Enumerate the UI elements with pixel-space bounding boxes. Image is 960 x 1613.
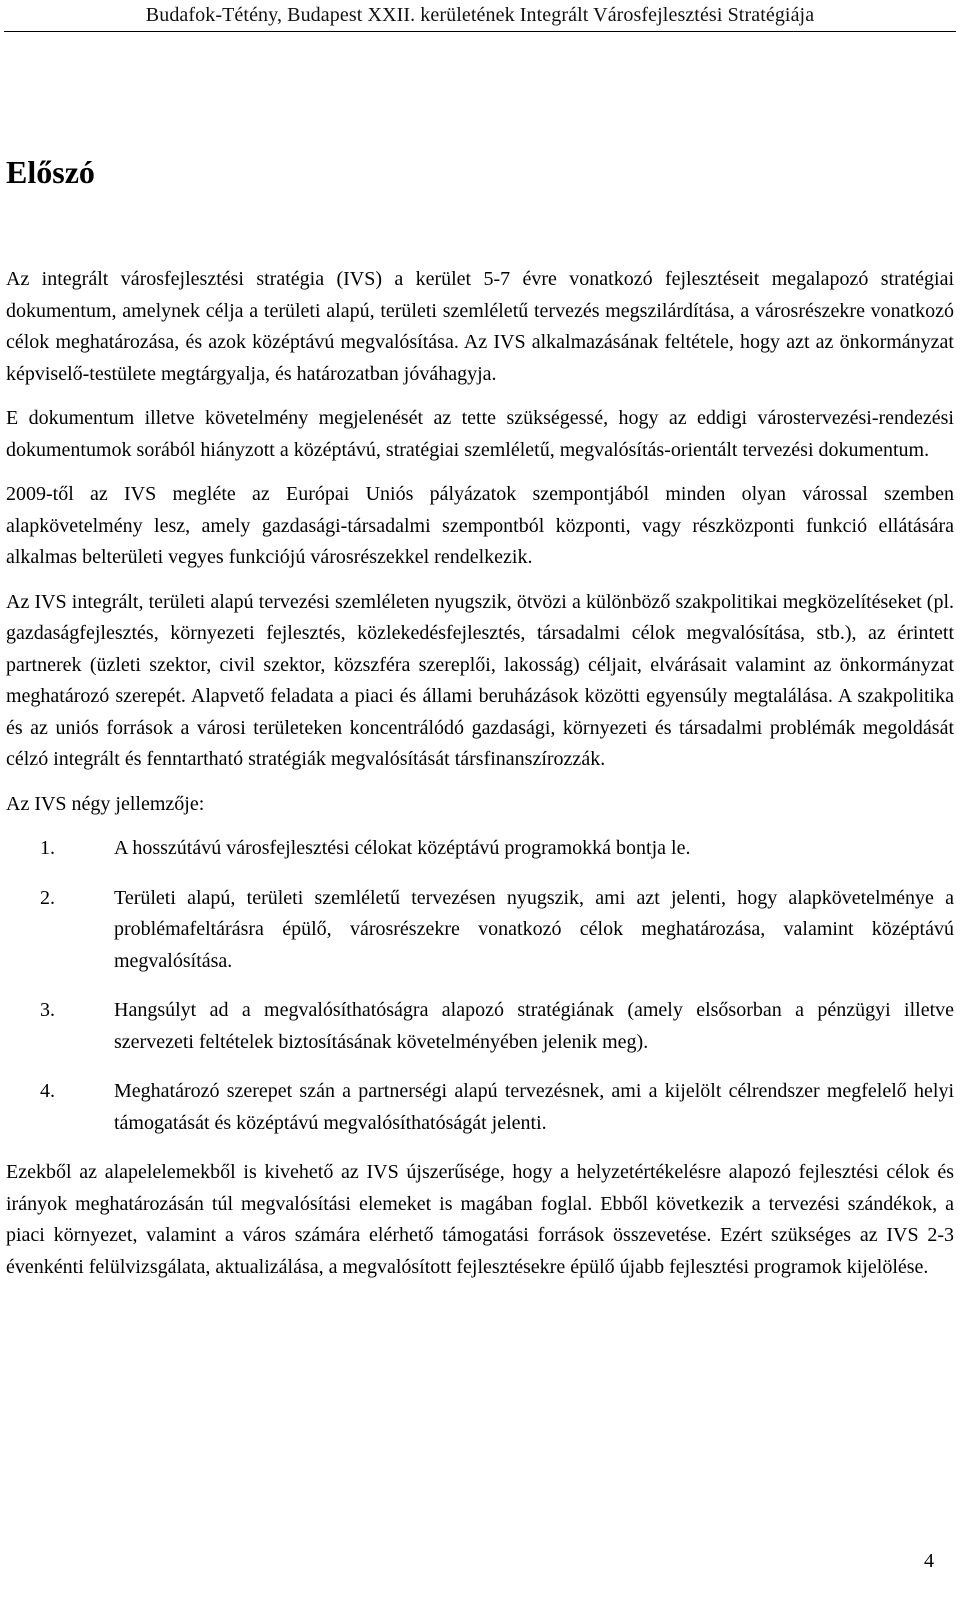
list-item-number: 4. <box>40 1080 55 1102</box>
list-item-number: 3. <box>40 999 55 1021</box>
paragraph-integrated-approach: Az IVS integrált, területi alapú tervezési szemléleten nyugszik, ötvözi a különböző szakpolitikai megközelítéseket (pl. gazdaságfejlesztés, környezeti fejlesztés, közlekedésfejlesztés, társadalmi célok megvalósítása, stb.), az érintett partnerek (üzleti szektor, civil szektor, közszféra szereplői, lakosság) céljait, elvárásait valamint az önkormányzat meghatározó szerepét. Alapvető feladata a piaci és állami beruházások közötti egyensúly megtalálása. A szakpolitika és az uniós források a városi területeken koncentrálódó gazdasági, környezeti és társadalmi problémák megoldását célzó integrált és fenntartható stratégiák megvalósítását társfinanszírozzák. <box>6 590 954 770</box>
header-divider <box>4 31 956 32</box>
page-number: 4 <box>924 1550 934 1572</box>
page-title: Előszó <box>6 154 95 190</box>
paragraph-eu-requirement: 2009-től az IVS megléte az Európai Uniós pályázatok szempontjából minden olyan várossal szemben alapkövetelmény lesz, amely gazdasági-társadalmi szempontból központi, vagy részközponti funkció ellátására alkalmas belterületi vegyes funkciójú városrészekkel rendelkezik. <box>6 483 954 568</box>
document-body <box>6 264 954 1296</box>
list-item-text: Hangsúlyt ad a megvalósíthatóságra alapozó stratégiának (amely elsősorban a pénzügyi illetve szervezeti feltételek biztosításának követelményében jelenik meg). <box>114 999 954 1053</box>
paragraph-closing: Ezekből az alapelelemekből is kivehető az IVS újszerűsége, hogy a helyzetértékelésre alapozó fejlesztési célok és irányok meghatározásán túl megvalósítási elemeket is magában foglal. Ebből következik a tervezési szándékok, a piaci környezet, valamint a város számára elérhető támogatási források összevetése. Ezért szükséges az IVS 2-3 évenkénti felülvizsgálata, aktualizálása, a megvalósított fejlesztésekre épülő újabb fejlesztési programok kijelölése. <box>6 1161 954 1278</box>
list-item-text: Területi alapú, területi szemléletű tervezésen nyugszik, ami azt jelenti, hogy alapkövetelménye a problémafeltárásra épülő, városrészekre vonatkozó célok meghatározása, valamint középtávú megvalósítása. <box>114 886 954 972</box>
paragraph-intro: Az integrált városfejlesztési stratégia (IVS) a kerület 5-7 évre vonatkozó fejlesztéseit megalapozó stratégiai dokumentum, amelynek célja a területi alapú, területi szemléletű tervezés megszilárdítása, a városrészekre vonatkozó célok meghatározása, és azok középtávú megvalósítása. Az IVS alkalmazásának feltétele, hogy azt az önkormányzat képviselő-testülete megtárgyalja, és határozatban jóváhagyja. <box>6 268 954 385</box>
list-item-number: 1. <box>40 837 55 859</box>
feature-list <box>6 833 954 1139</box>
list-item <box>6 1076 954 1139</box>
list-item-text: A hosszútávú városfejlesztési célokat középtávú programokká bontja le. <box>114 837 691 859</box>
list-item <box>6 883 954 978</box>
list-item-text: Meghatározó szerepet szán a partnerségi alapú tervezésnek, ami a kijelölt célrendszer megfelelő helyi támogatását és középtávú megvalósíthatóságát jelenti. <box>114 1080 954 1134</box>
list-item <box>6 995 954 1058</box>
paragraph-necessity: E dokumentum illetve követelmény megjelenését az tette szükségessé, hogy az eddigi várostervezési-rendezési dokumentumok sorából hiányzott a középtávú, stratégiai szemléletű, megvalósítás-orientált tervezési dokumentum. <box>6 407 954 461</box>
running-header: Budafok-Tétény, Budapest XXII. kerületének Integrált Városfejlesztési Stratégiája <box>145 4 815 26</box>
list-item-number: 2. <box>40 886 55 909</box>
list-intro: Az IVS négy jellemzője: <box>6 792 205 815</box>
list-item <box>6 833 954 865</box>
